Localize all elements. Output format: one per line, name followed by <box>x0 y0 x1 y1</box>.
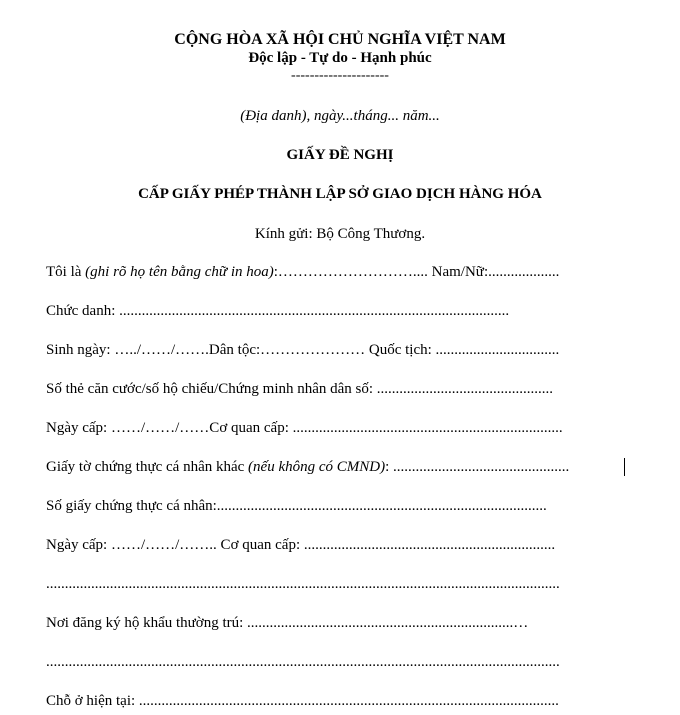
other-document-field[interactable] <box>46 458 569 476</box>
current-address-field[interactable]: Chỗ ở hiện tại: ................................................................................................................ <box>46 693 559 709</box>
blank-line-1[interactable]: ......................................................................................................................................... <box>46 576 560 592</box>
text-cursor <box>624 458 625 476</box>
name-label: Tôi là <box>46 264 86 280</box>
document-title: GIẤY ĐỀ NGHỊ <box>286 147 394 163</box>
other-document-hint: (nếu không có CMND) <box>248 459 386 475</box>
document-subtitle: CẤP GIẤY PHÉP THÀNH LẬP SỞ GIAO DỊCH HÀNG HÓA <box>138 186 542 202</box>
name-hint: (ghi rõ họ tên bằng chữ in hoa) <box>85 264 274 280</box>
name-fill: :……………………….... Nam/Nữ:................... <box>273 264 560 280</box>
id-number-field[interactable]: Số thẻ căn cước/số hộ chiếu/Chứng minh nhân dân số: ............................................... <box>46 381 554 397</box>
other-document-label: Giấy tờ chứng thực cá nhân khác <box>46 459 249 475</box>
position-field[interactable]: Chức danh: ........................................................................................................ <box>46 303 510 319</box>
recipient-line: Kính gửi: Bộ Công Thương. <box>254 226 426 242</box>
residence-field[interactable]: Nơi đăng ký hộ khẩu thường trú: .......................................................................… <box>46 615 529 631</box>
issue-date-field-2[interactable]: Ngày cấp: ……/……/…….. Cơ quan cấp: ................................................................... <box>46 537 556 553</box>
personal-cert-field[interactable]: Số giấy chứng thực cá nhân:........................................................................................ <box>46 498 547 514</box>
place-date: (Địa danh), ngày...tháng... năm... <box>240 108 440 124</box>
blank-line-2[interactable]: ......................................................................................................................................... <box>46 654 560 670</box>
header-divider: --------------------- <box>291 68 389 83</box>
name-field[interactable] <box>46 263 559 281</box>
motto: Độc lập - Tự do - Hạnh phúc <box>248 50 432 66</box>
country-header: CỘNG HÒA XÃ HỘI CHỦ NGHĨA VIỆT NAM <box>174 31 506 48</box>
birth-field[interactable]: Sinh ngày: …../……/…….Dân tộc:………………… Quốc tịch: ................................. <box>46 342 560 358</box>
issue-date-field[interactable]: Ngày cấp: ……/……/……Cơ quan cấp: ........................................................................ <box>46 420 563 436</box>
other-document-fill: : ............................................... <box>385 459 570 475</box>
